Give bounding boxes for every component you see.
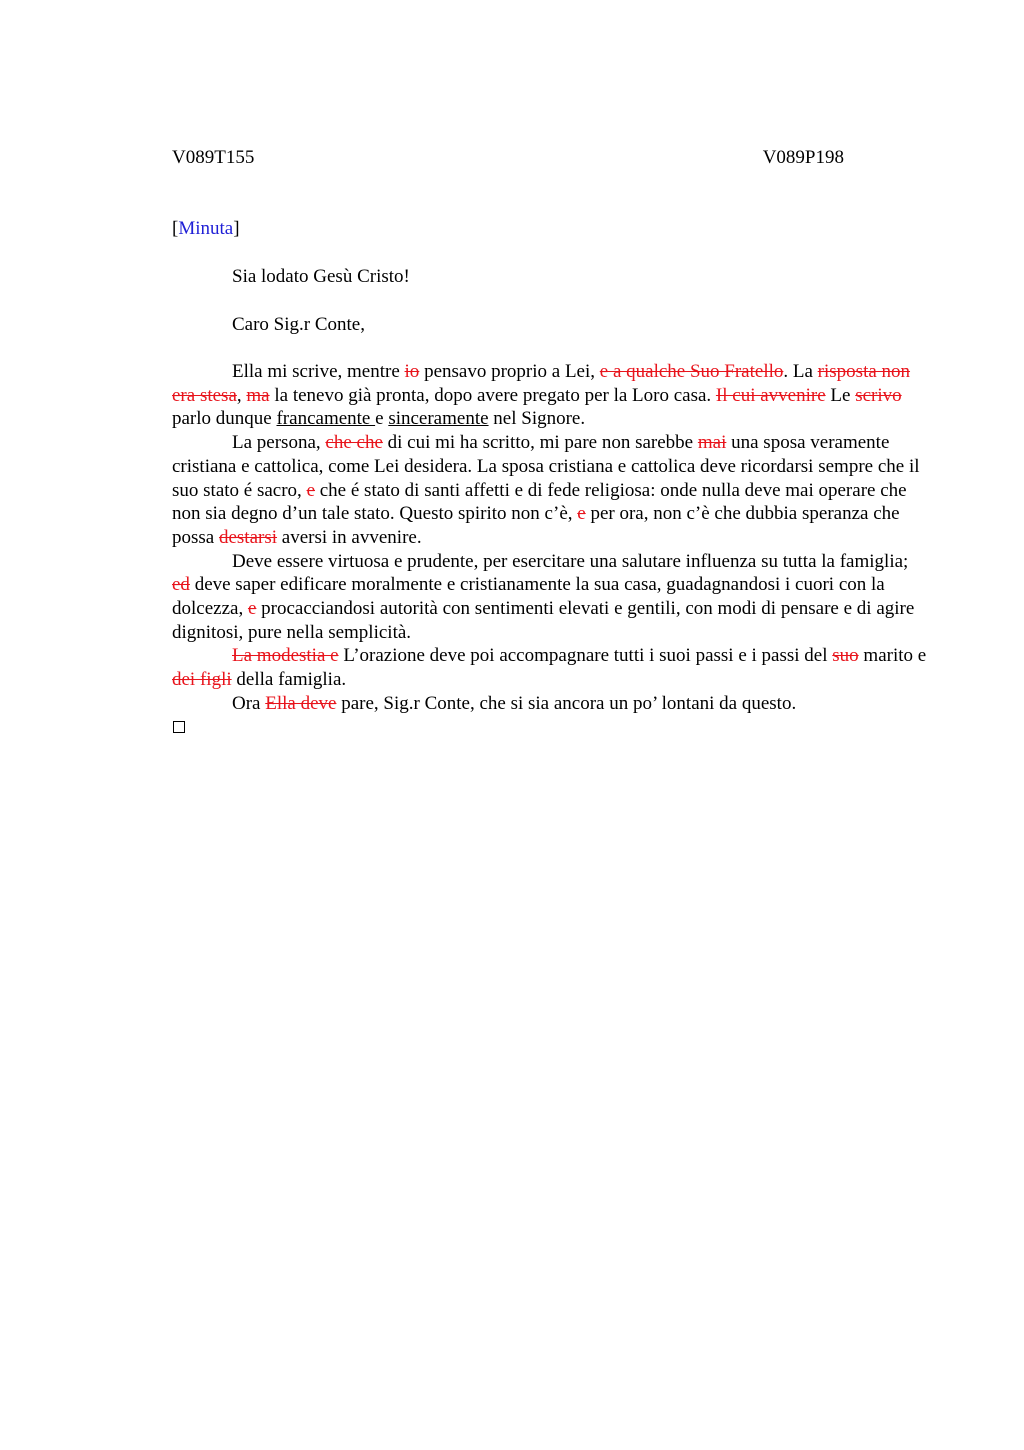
paragraph-5 [172, 692, 928, 716]
text-run: marito e [858, 645, 927, 667]
paragraph-1 [172, 360, 928, 431]
deleted-text: risposta non era stesa [172, 361, 911, 406]
deleted-text: Il cui avvenire [715, 384, 826, 406]
deleted-text: e [306, 479, 315, 501]
deleted-text: La modestia e [232, 645, 339, 667]
deleted-text: io [404, 361, 420, 382]
draft-label-word: Minuta [178, 218, 234, 239]
text-run: della famiglia. [231, 669, 347, 691]
text-run: la tenevo già pronta, dopo avere pregato per la Loro casa. [269, 384, 716, 406]
text-run: L’orazione deve poi accompagnare tutti i suoi passi e i passi del [338, 645, 833, 667]
text-run: di cui mi ha scritto, mi pare non sarebbe [382, 432, 698, 454]
document-code-right: V089P198 [762, 147, 844, 168]
draft-label-close: ] [233, 218, 240, 239]
deleted-text: suo [832, 645, 859, 667]
text-run: Deve essere virtuosa e prudente, per esercitare una salutare influenza su tutta la famiglia; [232, 550, 909, 572]
paragraph-2 [172, 431, 928, 550]
text-run: La persona, [232, 432, 326, 454]
text-run: pare, Sig.r Conte, che si sia ancora un po’ lontani da questo. [336, 692, 797, 714]
text-run: parlo dunque [172, 408, 277, 430]
deleted-text: destarsi [218, 526, 278, 548]
text-run: pensavo proprio a Lei, [419, 361, 600, 382]
text-run: Ella mi scrive, mentre [232, 361, 405, 382]
deleted-text: che che [325, 432, 383, 454]
deleted-text: e a qualche Suo Fratello [599, 361, 784, 382]
draft-label [172, 217, 240, 241]
text-run: nel Signore. [488, 408, 586, 430]
paragraph-4 [172, 644, 928, 691]
deleted-text: e [577, 503, 586, 525]
deleted-text: e [247, 598, 257, 620]
text-run: aversi in avvenire. [277, 526, 422, 548]
paragraph-3 [172, 550, 928, 645]
text-run: . La [783, 361, 818, 382]
text-run: per ora, non c’è che dubbia speranza che possa [172, 503, 900, 548]
underlined-text: sinceramente [388, 408, 489, 430]
deleted-text: ed [172, 574, 190, 596]
text-run: e [375, 408, 389, 430]
text-run: Ora [232, 692, 266, 714]
text-run: deve saper edificare moralmente e cristianamente la sua casa, guadagnandosi i cuori con la dolcezza, [172, 574, 885, 620]
empty-checkbox-icon [173, 721, 185, 733]
text-run: , [236, 384, 247, 406]
salutation: Caro Sig.r Conte, [232, 314, 365, 335]
deleted-text: ma [246, 384, 270, 406]
underlined-text: francamente [276, 408, 376, 430]
text-run: Le [825, 384, 856, 406]
deleted-text: scrivo [855, 384, 902, 406]
deleted-text: Ella deve [265, 692, 337, 714]
document-code-left: V089T155 [172, 147, 255, 168]
invocation: Sia lodato Gesù Cristo! [232, 266, 410, 287]
deleted-text: dei figli [172, 669, 232, 691]
text-run: procacciandosi autorità con sentimenti elevati e gentili, con modi di pensare e di agire dignitosi, pure nella semplicità. [172, 598, 915, 643]
text-run: una sposa veramente cristiana e cattolica, come Lei desidera. La sposa cristiana e cattolica deve ricordarsi sempre che il suo stato é sacro, [172, 432, 920, 501]
text-run: che é stato di santi affetti e di fede religiosa: onde nulla deve mai operare che non sia degno d’un tale stato. Questo spirito non c’è, [172, 479, 907, 525]
letter-body [172, 360, 928, 716]
draft-label-open: [ [172, 218, 179, 239]
deleted-text: mai [697, 432, 727, 454]
